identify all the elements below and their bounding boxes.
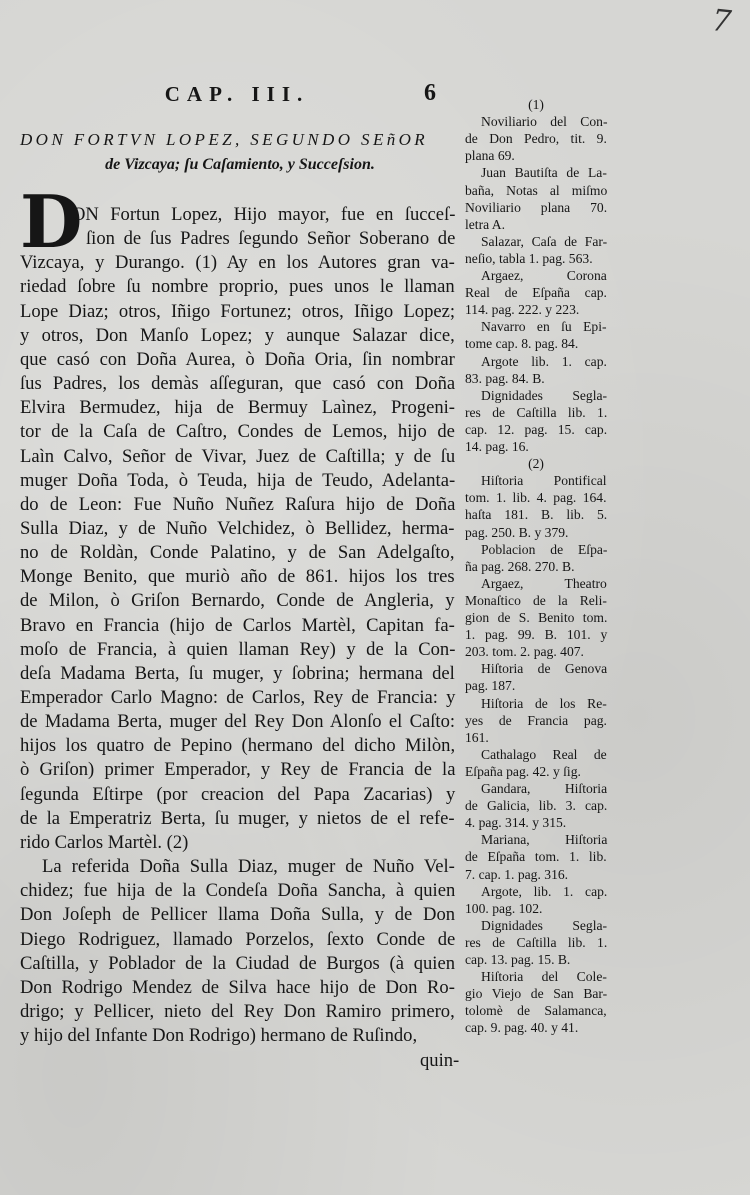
section-subtitle: de Vizcaya; ſu Caſamiento, y Succeſsion. (105, 156, 375, 173)
margin-note-line: 14. pag. 16. (465, 439, 529, 454)
body-line: Sulla Diaz, y de Nuño Velchidez, ò Bellidez, herma- (20, 517, 455, 539)
body-line: chidez; fue hija de la Condeſa Doña Sancha, à quien (20, 880, 456, 902)
margin-note-line: Hiſtoria de Genova (481, 661, 608, 677)
body-line: Diego Rodriguez, llamado Porzelos, ſexto Conde de (20, 928, 456, 950)
body-line: y hijo del Infante Don Rodrigo) hermano de Ruſindo, (20, 1025, 418, 1047)
margin-note-line: tom. 1. lib. 4. pag. 164. (465, 490, 607, 506)
chapter-heading: CAP. III. (164, 82, 310, 106)
handwritten-folio-number: 7 (710, 3, 733, 40)
margin-note-line: 83. pag. 84. B. (465, 370, 545, 386)
margin-note-line: plana 69. (465, 148, 515, 164)
body-line: de Milon, ò Griſon Bernardo, Conde de Angleria, y (20, 590, 455, 612)
body-line: Lope Diaz; otros, Iñigo Fortunez; otros, Iñigo Lopez; (20, 300, 456, 322)
margin-note-line: Noviliario plana 70. (465, 199, 608, 215)
margin-note-line: Real de Eſpaña cap. (465, 285, 607, 301)
margin-note-line: Noviliario del Con- (481, 114, 608, 130)
margin-note-line: Argote, lib. 1. cap. (481, 883, 608, 899)
body-line: rido Carlos Martèl. (2) (20, 831, 189, 853)
margin-note-line: Juan Bautiſta de La- (481, 165, 607, 181)
catchword: quin- (420, 1050, 460, 1071)
margin-note-line: Salazar, Caſa de Far- (481, 233, 608, 249)
margin-note-line: 161. (465, 729, 489, 745)
margin-note-line: gion de S. Benito tom. (465, 610, 608, 625)
margin-note-line: 203. tom. 2. pag. 407. (465, 644, 584, 660)
body-line: muger Doña Toda, ò Teuda, hija de Teudo, Adelanta- (20, 469, 456, 491)
margin-note-line: tome cap. 8. pag. 84. (465, 336, 579, 352)
margin-note-line: cap. 12. pag. 15. cap. (465, 421, 608, 437)
margin-note-line: neſio, tabla 1. pag. 563. (465, 250, 593, 266)
margin-note-marker: (1) (528, 97, 544, 112)
margin-note-line: 114. pag. 222. y 223. (465, 302, 580, 318)
body-line: Caſtilla, y Poblador de la Ciudad de Burgos (à quien (20, 952, 456, 974)
body-line: Don Rodrigo Mendez de Silva hace hijo de Don Ro- (20, 976, 455, 998)
body-line: de Madama Berta, muger del Rey Don Alonſo el Caſto: (20, 711, 456, 733)
margin-note-line: Gandara, Hiſtoria (481, 781, 608, 796)
margin-note-line: gio Viejo de San Bar- (465, 986, 608, 1002)
margin-note-line: res de Caſtilla lib. 1. (465, 934, 608, 950)
margin-note-line: Poblacion de Eſpa- (481, 541, 608, 557)
body-line: Don Joſeph de Pellicer llama Doña Sulla, y de Don (20, 904, 456, 926)
body-line: de la Emperatriz Berta, ſu muger, y nietos de el refe- (20, 807, 455, 829)
body-line: riedad ſobre ſu nombre proprio, pues unos le llaman (20, 276, 455, 298)
margin-note-line: Argaez, Theatro (481, 575, 607, 591)
body-line: Elvira Bermudez, hija de Bermuy Laìnez, Progeni- (20, 397, 455, 419)
margin-note-line: Argote lib. 1. cap. (481, 353, 607, 369)
drop-cap: D (20, 179, 83, 264)
body-line: do de Leon: Fue Nuño Nuñez Raſura hijo de Doña (20, 493, 456, 515)
body-line: La referida Doña Sulla Diaz, muger de Nuño Vel- (42, 856, 455, 878)
body-line: Bravo en Francia (hijo de Carlos Martèl, Capitan fa- (20, 614, 455, 636)
margin-note-line: 4. pag. 314. y 315. (465, 815, 567, 831)
body-line: Monge Benito, que muriò año de 861. hijos los tres (20, 566, 455, 588)
margin-note-line: haſta 181. B. lib. 5. (465, 507, 608, 523)
body-line: drigo; y Pellicer, nieto del Rey Don Ramiro primero, (20, 1000, 455, 1022)
body-line: Vizcaya, y Durango. (1) Ay en los Autores gran va- (20, 252, 455, 274)
margin-note-marker: (2) (528, 456, 544, 472)
margin-note-line: cap. 13. pag. 15. B. (465, 952, 571, 967)
section-title: DON FORTVN LOPEZ, SEGUNDO SEñOR (20, 130, 429, 149)
body-line: ſus Padres, los demàs aſſeguran, que casó con Doña (20, 373, 456, 395)
body-line: deſa Madama Berta, ſu muger, y ſobrina; hermana del (20, 662, 455, 684)
margin-note-line: letra A. (465, 216, 506, 232)
margin-note-line: Dignidades Segla- (481, 387, 608, 403)
margin-note-line: ña pag. 268. 270. B. (465, 558, 575, 574)
margin-note-line: Dignidades Segla- (481, 917, 608, 933)
body-line: ON Fortun Lopez, Hijo mayor, fue en ſucceſ- (72, 204, 456, 225)
body-line: no de Roldàn, Conde Palatino, y de San Adelgaſto, (20, 542, 455, 564)
body-line: hijos los quatro de Pepino (hermano del dicho Milòn, (20, 735, 456, 757)
margin-note-line: pag. 187. (465, 678, 516, 694)
body-line: moſo de Francia, à quien llaman Rey) y de la Con- (20, 638, 456, 660)
margin-note-line: Mariana, Hiſtoria (481, 832, 608, 848)
margin-note-line: baña, Notas al miſmo (465, 182, 608, 198)
margin-note-line: Argaez, Corona (481, 268, 607, 283)
margin-note-line: Hiſtoria de los Re- (481, 695, 607, 711)
margin-note-line: de Don Pedro, tit. 9. (465, 131, 607, 147)
margin-note-line: 7. cap. 1. pag. 316. (465, 866, 569, 882)
body-line: Emperador Carlo Magno: de Carlos, Rey de Francia: y (20, 687, 456, 708)
margin-note-line: cap. 9. pag. 40. y 41. (465, 1020, 579, 1036)
margin-note-line: Cathalago Real de (481, 746, 607, 762)
margin-note-line: Hiſtoria del Cole- (481, 969, 607, 985)
margin-note-line: res de Caſtilla lib. 1. (465, 404, 608, 420)
margin-note-line: Eſpaña pag. 42. y ſig. (465, 763, 581, 779)
body-line: ò Griſon) primer Emperador, y Rey de Francia de la (20, 759, 456, 781)
margin-note-line: 1. pag. 99. B. 101. y (465, 627, 608, 643)
margin-note-line: Navarro en ſu Epi- (481, 319, 607, 335)
margin-note-line: pag. 250. B. y 379. (465, 524, 569, 540)
body-line: ſegunda Eſtirpe (por creacion del Papa Zacarias) y (20, 783, 456, 805)
margin-note-line: yes de Francia pag. (465, 712, 607, 728)
margin-note-line: tolomè de Salamanca, (465, 1003, 607, 1019)
margin-note-line: 100. pag. 102. (465, 900, 543, 916)
margin-note-line: de Eſpaña tom. 1. lib. (465, 849, 607, 865)
margin-note-line: Hiſtoria Pontifical (481, 473, 607, 489)
margin-note-line: Monaſtico de la Reli- (465, 592, 607, 608)
margin-note-line: de Galicia, lib. 3. cap. (465, 798, 608, 814)
body-line: tor de la Caſa de Caſtro, Condes de Lemos, hijo de (20, 421, 455, 443)
body-line: Laìn Calvo, Señor de Vivar, Juez de Caſtilla; y de ſu (20, 445, 456, 467)
body-line: ſion de ſus Padres ſegundo Señor Soberano de (86, 228, 456, 250)
page-number: 6 (424, 80, 436, 106)
body-line: y otros, Don Manſo Lopez; y aunque Salazar dice, (20, 324, 455, 346)
body-line: que casó con Doña Aurea, ò Doña Oria, ſin nombrar (20, 348, 455, 370)
